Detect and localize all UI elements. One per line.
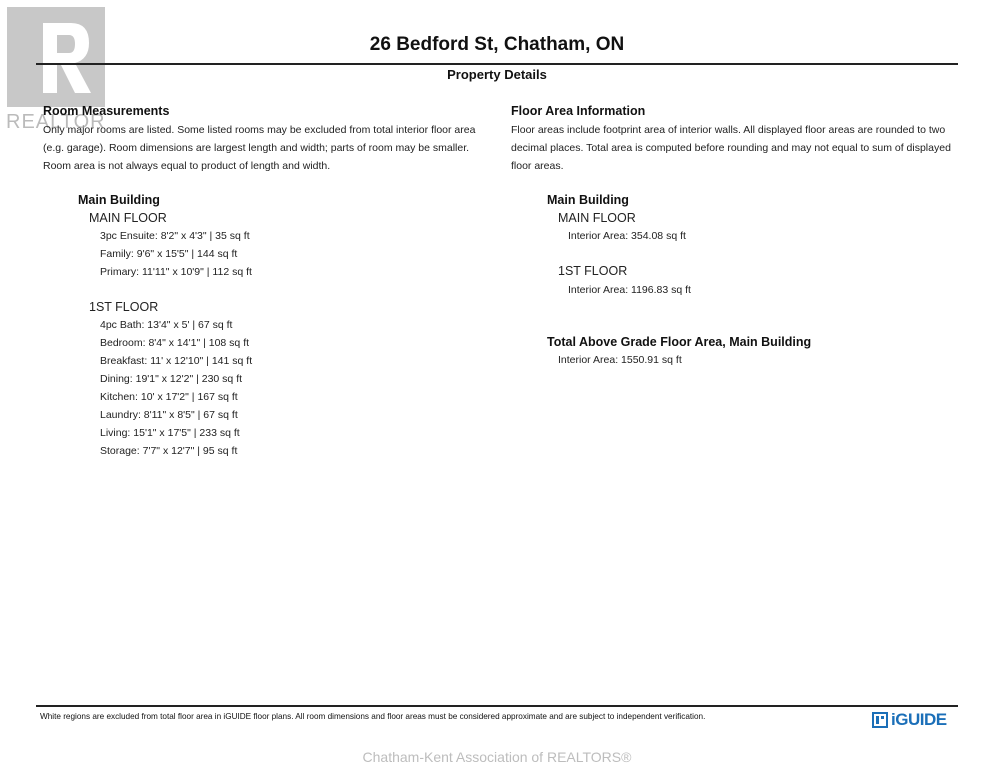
iguide-mark-icon	[872, 712, 888, 728]
area-value-1st-floor: Interior Area: 1196.83 sq ft	[568, 284, 691, 296]
footer-divider	[36, 705, 958, 707]
room-building-name: Main Building	[78, 193, 160, 207]
realtor-r-icon	[7, 7, 105, 107]
iguide-brand-text: iGUIDE	[891, 710, 947, 729]
room-item: Storage: 7'7" x 12'7" | 95 sq ft	[100, 445, 238, 457]
footer-disclaimer: White regions are excluded from total floor area in iGUIDE floor plans. All room dimensions and floor areas must be considered approximate and are subject to independent verification.	[40, 712, 706, 721]
note-line: decimal places. Total area is computed before rounding and may not equal to sum of displayed	[511, 142, 951, 154]
room-item: Laundry: 8'11" x 8'5" | 67 sq ft	[100, 409, 238, 421]
note-line: (e.g. garage). Room dimensions are largest length and width; parts of room may be smaller.	[43, 142, 470, 154]
room-measurements-heading: Room Measurements	[43, 104, 170, 118]
area-building-name: Main Building	[547, 193, 629, 207]
room-list-1st-floor	[100, 316, 252, 460]
room-list-main-floor	[100, 227, 252, 281]
page-title: 26 Bedford St, Chatham, ON	[369, 34, 625, 55]
room-floor-main: MAIN FLOOR	[89, 211, 167, 225]
note-line: Room area is not always equal to product of length and width.	[43, 160, 331, 172]
note-line: floor areas.	[511, 160, 564, 172]
association-watermark: Chatham-Kent Association of REALTORS®	[362, 749, 632, 765]
room-item: Breakfast: 11' x 12'10" | 141 sq ft	[100, 355, 253, 367]
room-item: Kitchen: 10' x 17'2" | 167 sq ft	[100, 391, 238, 403]
note-line: Only major rooms are listed. Some listed rooms may be excluded from total interior floor area	[43, 124, 476, 136]
realtor-watermark-text: REALTOR	[6, 111, 106, 133]
area-value-main-floor: Interior Area: 354.08 sq ft	[568, 230, 686, 242]
total-area-value: Interior Area: 1550.91 sq ft	[558, 354, 682, 366]
room-item: Family: 9'6" x 15'5" | 144 sq ft	[100, 248, 238, 260]
area-floor-main: MAIN FLOOR	[558, 211, 636, 225]
floor-area-heading: Floor Area Information	[511, 104, 646, 118]
room-item: Living: 15'1" x 17'5" | 233 sq ft	[100, 427, 240, 439]
note-line: Floor areas include footprint area of interior walls. All displayed floor areas are rounded to two	[511, 124, 946, 136]
iguide-logo	[872, 710, 947, 730]
room-item: Dining: 19'1" x 12'2" | 230 sq ft	[100, 373, 243, 385]
area-floor-1st: 1ST FLOOR	[558, 264, 628, 278]
room-item: Bedroom: 8'4" x 14'1" | 108 sq ft	[100, 337, 250, 349]
header-divider	[36, 63, 958, 65]
page-subtitle: Property Details	[447, 67, 547, 82]
room-item: 3pc Ensuite: 8'2" x 4'3" | 35 sq ft	[100, 230, 250, 242]
total-area-heading: Total Above Grade Floor Area, Main Building	[547, 335, 812, 349]
realtor-logo-watermark	[7, 7, 105, 107]
room-measurements-note	[43, 121, 475, 175]
room-item: Primary: 11'11" x 10'9" | 112 sq ft	[100, 266, 252, 278]
room-floor-1st: 1ST FLOOR	[89, 300, 159, 314]
room-item: 4pc Bath: 13'4" x 5' | 67 sq ft	[100, 319, 233, 331]
floor-area-note	[511, 121, 951, 175]
